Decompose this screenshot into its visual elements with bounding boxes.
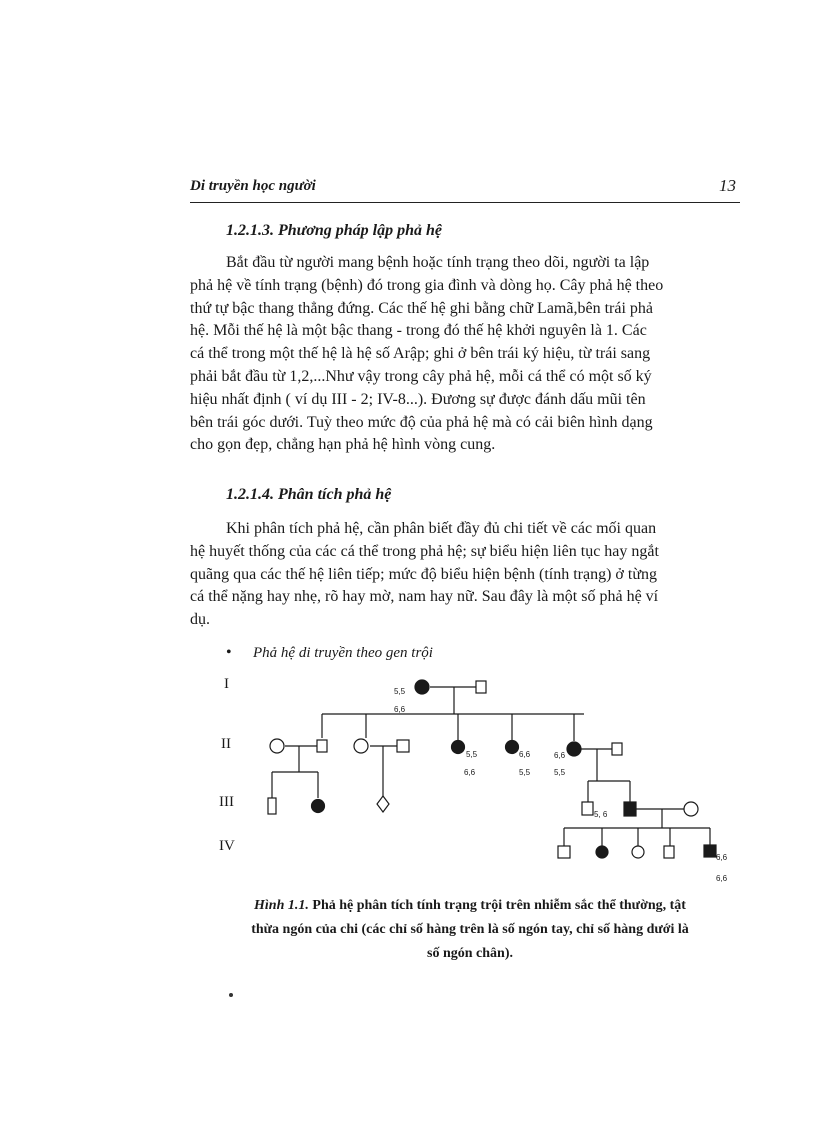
digit-label: 5,5 xyxy=(466,750,478,759)
affected-female-symbol xyxy=(452,741,465,754)
caption-text: Phả hệ phân tích tính trạng trội trên nhiễm sắc thể thường, tật xyxy=(308,898,686,913)
text-line: quãng qua các thế hệ liên tiếp; mức độ biểu hiện bệnh (tính trạng) ở từng xyxy=(190,565,657,583)
text-line: dụ. xyxy=(190,611,210,629)
text-line: Khi phân tích phả hệ, cần phân biết đầy đủ chi tiết về các mối quan xyxy=(226,520,657,537)
text-line: hệ huyết thống của các cá thể trong phả hệ; sự biểu hiện liên tục hay ngắt xyxy=(190,542,659,560)
generation-label-3: III xyxy=(219,794,234,810)
affected-female-symbol xyxy=(596,846,608,858)
running-title: Di truyền học người xyxy=(190,178,316,194)
text-line: phả hệ về tính trạng (bệnh) đó trong gia đình và dòng họ. Cây phả hệ theo xyxy=(190,276,664,294)
page-number: 13 xyxy=(719,176,736,195)
text-line: Bắt đầu từ người mang bệnh hoặc tính trạng theo dõi, người ta lập xyxy=(226,254,650,271)
unaffected-male-symbol xyxy=(397,740,409,752)
digit-label: 5, 6 xyxy=(594,810,608,819)
text-line: phải bắt đầu từ 1,2,...Như vậy trong cây phả hệ, mỗi cá thể có một số ký xyxy=(190,367,652,385)
text-line: bên trái góc dưới. Tuỳ theo mức độ của phả hệ mà có cải biên hình dạng xyxy=(190,413,653,431)
generation-label-2: II xyxy=(221,736,231,752)
generation-label-1: I xyxy=(224,676,229,692)
text-line: hệ. Mỗi thế hệ là một bậc thang - trong đó thế hệ khởi nguyên là 1. Các xyxy=(190,322,647,340)
unaffected-male-symbol xyxy=(558,846,570,858)
stray-mark xyxy=(229,993,233,997)
unaffected-male-symbol xyxy=(664,846,674,858)
unaffected-male-symbol xyxy=(612,743,622,755)
unaffected-female-symbol xyxy=(632,846,644,858)
bullet-text: Phả hệ di truyền theo gen trội xyxy=(253,645,433,661)
affected-female-symbol xyxy=(312,800,325,813)
text-line: cá thể nặng hay nhẹ, rõ hay mờ, nam hay nữ. Sau đây là một số phả hệ ví xyxy=(190,588,659,606)
affected-female-symbol xyxy=(415,680,429,694)
text-line: hiệu nhất định ( ví dụ III - 2; IV-8...). Đương sự được đánh dấu mũi tên xyxy=(190,390,646,408)
bullet-marker: • xyxy=(226,644,232,661)
unaffected-female-symbol xyxy=(270,739,284,753)
affected-male-symbol xyxy=(624,802,636,816)
caption-line-1 xyxy=(195,894,745,918)
unaffected-male-symbol xyxy=(476,681,486,693)
affected-male-symbol xyxy=(704,845,716,857)
digit-label: 6,6 xyxy=(519,750,531,759)
pedigree-symbols xyxy=(268,680,716,858)
section-heading-1214: 1.2.1.4. Phân tích phả hệ xyxy=(226,486,392,503)
unaffected-female-symbol xyxy=(684,802,698,816)
digit-label: 5,5 xyxy=(554,768,566,777)
generation-label-4: IV xyxy=(219,838,235,854)
caption-line-2: thừa ngón của chi (các chỉ số hàng trên là số ngón tay, chỉ số hàng dưới là xyxy=(251,922,689,937)
digit-label: 6,6 xyxy=(716,853,728,862)
figure-caption xyxy=(195,894,745,966)
unaffected-male-symbol xyxy=(582,802,593,815)
affected-female-symbol xyxy=(567,742,581,756)
unaffected-male-symbol xyxy=(268,798,276,814)
pedigree-lines xyxy=(272,687,710,846)
unaffected-male-symbol xyxy=(317,740,327,752)
unaffected-female-symbol xyxy=(354,739,368,753)
text-line: cá thể trong một thế hệ là hệ số Arập; ghi ở bên trái ký hiệu, từ trái sang xyxy=(190,345,651,363)
digit-label: 5,5 xyxy=(519,768,531,777)
figure-label: Hình 1.1. xyxy=(254,898,309,913)
text-line: cho gọn đẹp, chẳng hạn phả hệ hình vòng cung. xyxy=(190,436,496,454)
digit-label: 6,6 xyxy=(716,874,728,883)
section-heading-1213: 1.2.1.3. Phương pháp lập phả hệ xyxy=(226,222,442,239)
affected-female-symbol xyxy=(506,741,519,754)
digit-label: 6,6 xyxy=(464,768,476,777)
digit-label: 6,6 xyxy=(394,705,406,714)
digit-label: 6,6 xyxy=(554,751,566,760)
unknown-sex-symbol xyxy=(377,796,389,812)
digit-label: 5,5 xyxy=(394,687,406,696)
caption-line-3: số ngón chân). xyxy=(427,946,513,961)
text-line: thứ tự bậc thang thẳng đứng. Các thế hệ ghi bằng chữ Lamã,bên trái phả xyxy=(190,299,653,317)
